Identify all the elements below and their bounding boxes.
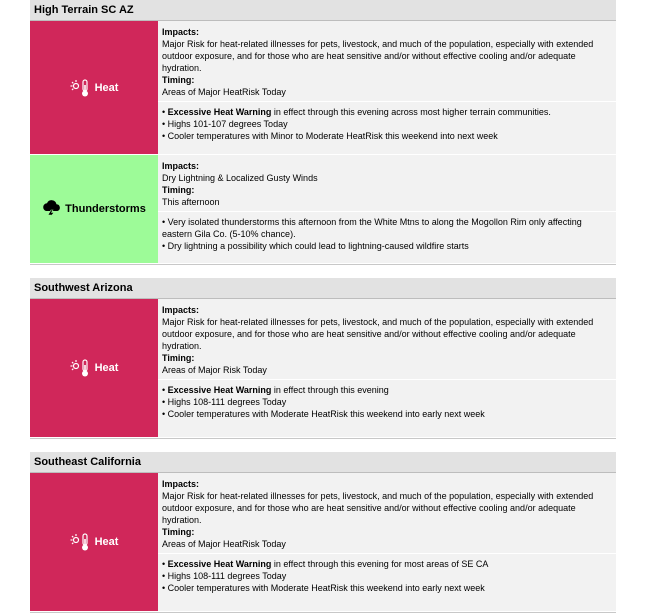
bullet-item: • Excessive Heat Warning in effect through this evening — [162, 385, 389, 395]
bullet-item: • Highs 101-107 degrees Today — [162, 119, 288, 129]
impacts-label: Impacts: — [162, 161, 200, 171]
hazard-label: Heat — [94, 536, 119, 548]
timing-label: Timing: — [162, 185, 195, 195]
bullet-item: • Highs 108-111 degrees Today — [162, 571, 287, 581]
section-title: Southeast California — [30, 452, 616, 473]
bullet-item: • Very isolated thunderstorms this afternoon from the White Mtns to along the Mogollon Rim only affecting eastern Gila Co. (5-10% chance). — [162, 217, 582, 239]
timing-text: Areas of Major HeatRisk Today — [162, 539, 286, 549]
section-high-terrain — [30, 0, 616, 265]
hazard-outlook-page — [30, 0, 616, 613]
bullet-item: • Highs 108-111 degrees Today — [162, 397, 287, 407]
bullet-item: • Cooler temperatures with Minor to Moderate HeatRisk this weekend into next week — [162, 131, 498, 141]
hazard-row-heat — [30, 473, 616, 612]
timing-text: This afternoon — [162, 197, 220, 207]
impacts-label: Impacts: — [162, 305, 200, 315]
timing-text: Areas of Major Risk Today — [162, 365, 267, 375]
bullet-item: • Cooler temperatures with Moderate HeatRisk this weekend into early next week — [162, 409, 485, 419]
thermometer-sun-icon — [70, 532, 92, 552]
impacts-text: Major Risk for heat-related illnesses for pets, livestock, and much of the population, especially with extended outdoor exposure, and for those who are heat sensitive and/or without effective cooling and/or adequate hydration. — [162, 39, 594, 73]
bullet-item: • Dry lightning a possibility which could lead to lightning-caused wildfire starts — [162, 241, 469, 251]
thermometer-sun-icon — [70, 78, 92, 98]
section-title: High Terrain SC AZ — [30, 0, 616, 21]
hazard-row-thunderstorms — [30, 155, 616, 264]
impacts-label: Impacts: — [162, 479, 200, 489]
section-title: Southwest Arizona — [30, 278, 616, 299]
timing-text: Areas of Major HeatRisk Today — [162, 87, 286, 97]
hazard-cell-heat — [30, 21, 158, 154]
impacts-text: Major Risk for heat-related illnesses for pets, livestock, and much of the population, especially with extended outdoor exposure, and for those who are heat sensitive and/or without effective cooling and/or adequate hydration. — [162, 491, 594, 525]
timing-label: Timing: — [162, 75, 195, 85]
thunderstorm-cloud-icon — [42, 200, 62, 218]
hazard-details — [158, 473, 616, 611]
impacts-label: Impacts: — [162, 27, 200, 37]
section-southwest-arizona — [30, 278, 616, 439]
bullet-item: • Excessive Heat Warning in effect through this evening across most higher terrain communities. — [162, 107, 551, 117]
hazard-details — [158, 299, 616, 437]
hazard-cell-heat — [30, 299, 158, 437]
thermometer-sun-icon — [70, 358, 92, 378]
hazard-details — [158, 155, 616, 263]
hazard-row-heat — [30, 299, 616, 438]
hazard-cell-thunderstorms — [30, 155, 158, 263]
bullet-item: • Excessive Heat Warning in effect through this evening for most areas of SE CA — [162, 559, 489, 569]
hazard-label: Thunderstorms — [65, 203, 146, 215]
hazard-cell-heat — [30, 473, 158, 611]
timing-label: Timing: — [162, 527, 195, 537]
hazard-row-heat — [30, 21, 616, 155]
impacts-text: Major Risk for heat-related illnesses for pets, livestock, and much of the population, especially with extended outdoor exposure, and for those who are heat sensitive and/or without effective cooling and/or adequate hydration. — [162, 317, 594, 351]
hazard-label: Heat — [94, 362, 119, 374]
hazard-label: Heat — [94, 81, 119, 94]
timing-label: Timing: — [162, 353, 195, 363]
hazard-details — [158, 21, 616, 154]
bullet-item: • Cooler temperatures with Moderate HeatRisk this weekend into early next week — [162, 583, 485, 593]
section-southeast-california — [30, 452, 616, 613]
impacts-text: Dry Lightning & Localized Gusty Winds — [162, 173, 318, 183]
